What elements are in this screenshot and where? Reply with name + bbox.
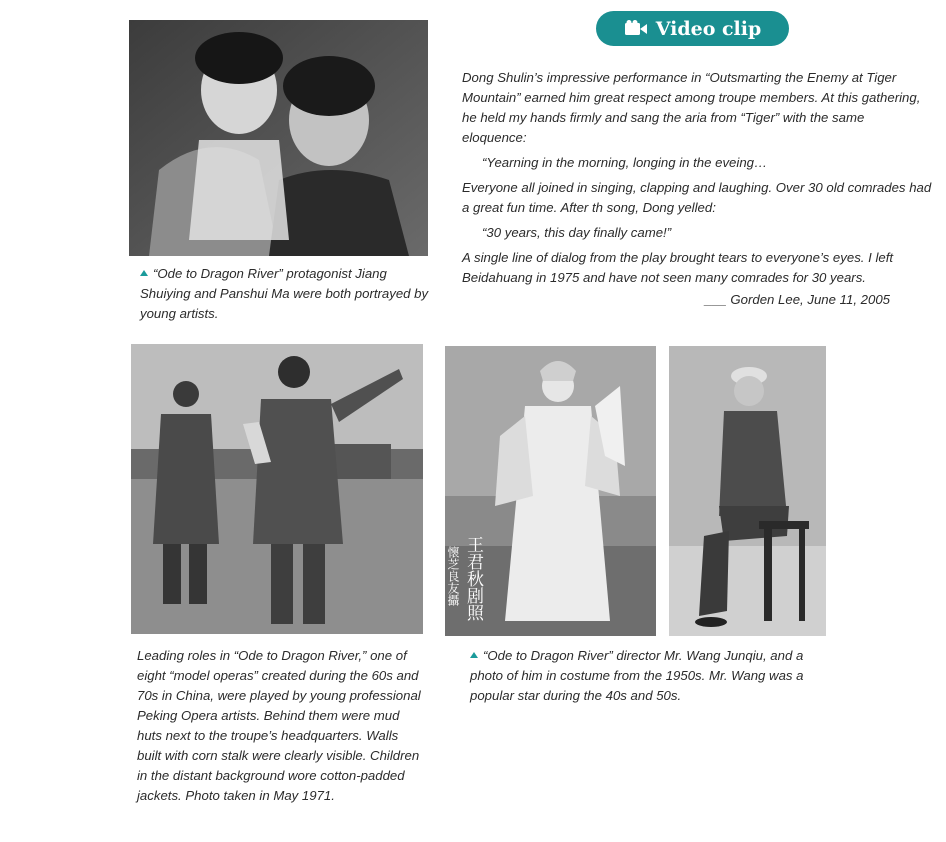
story-quote-2: “30 years, this day finally came!” (482, 225, 672, 240)
photo-performers-outdoors (131, 344, 423, 634)
svg-text:懷芝良友攝: 懷芝良友攝 (446, 546, 460, 606)
story-quote-1: “Yearning in the morning, longing in the eveing… (482, 155, 768, 170)
triangle-marker-icon (140, 270, 148, 276)
story-paragraph-1: Dong Shulin’s impressive performance in “Outsmarting the Enemy at Tiger Mountain” earned him great respect among troupe members. At this gathering, he held my hands firmly and sang the aria from “Tiger” with the same eloquence: (462, 70, 921, 145)
photo-director-seated (669, 346, 826, 636)
caption-photo3: “Ode to Dragon River” director Mr. Wang Junqiu, and a photo of him in costume from the 1950s. Mr. Wang was a popular star during the 40s and 50s. (470, 648, 804, 703)
video-clip-button[interactable] (596, 11, 789, 46)
svg-text:王君秋剧照: 王君秋剧照 (463, 536, 483, 621)
caption-photo1: “Ode to Dragon River” protagonist Jiang Shuiying and Panshui Ma were both portrayed by young artists. (140, 266, 429, 321)
story-signature: ___ Gorden Lee, June 11, 2005 (704, 292, 890, 307)
video-camera-icon (624, 20, 648, 37)
caption-photo2: Leading roles in “Ode to Dragon River,” one of eight “model operas” created during the 60s and 70s in China, were played by young professional Peking Opera artists. Behind them were mud huts next to the troupe’s headquarters. Walls built with corn stalk were clearly visible. Children in the distant background wore cotton-padded jackets. Photo taken in May 1971. (137, 648, 421, 803)
photo-two-actresses (129, 20, 428, 256)
triangle-marker-icon (470, 652, 478, 658)
story-text (462, 68, 932, 310)
photo-costume-portrait (445, 346, 656, 636)
video-clip-label: Video clip (655, 17, 762, 40)
story-paragraph-3: A single line of dialog from the play brought tears to everyone’s eyes. I left Beidahuang in 1975 and have not seen many comrades for 30 years. (462, 250, 894, 285)
story-paragraph-2: Everyone all joined in singing, clapping and laughing. Over 30 old comrades had a great fun time. After th song, Dong yelled: (462, 180, 932, 215)
